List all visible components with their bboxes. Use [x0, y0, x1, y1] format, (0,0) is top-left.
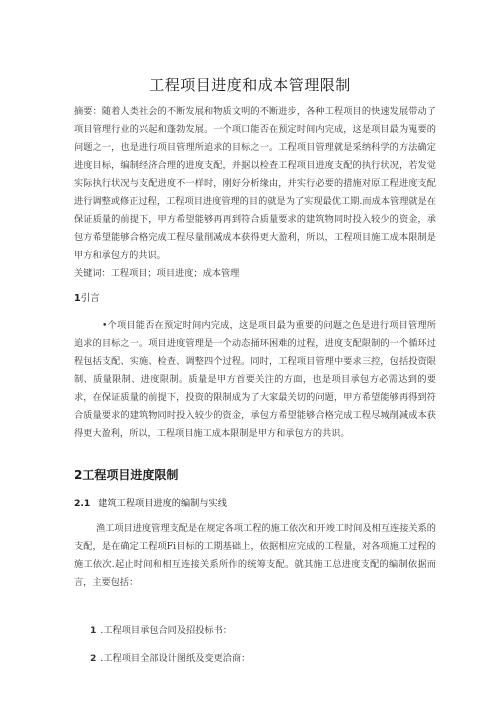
keywords-line: 关键词：工程项目；项目进度；成本管理 — [74, 268, 240, 279]
list-item-text: .工程项目承包合同及招投标书： — [100, 625, 232, 636]
list-item-number: 2 — [90, 653, 97, 664]
subsection-2-1-number: 2.1 — [74, 498, 91, 509]
list-item — [90, 624, 232, 638]
subsection-2-1-heading — [74, 497, 227, 511]
section-2-heading: 2工程项目进度限制 — [74, 468, 179, 482]
list-item-number: 1 — [90, 625, 97, 636]
document-title: 工程项目进度和成本管理限制 — [149, 76, 351, 94]
subsection-2-1-body: 渔工项目进度管理支配是在规定各项工程的施工依次和开竣工时间及相互连接关系的支配，是在确定工程项Fi目标的工期基础上，依据相应完成的工程量，对各项施工过程的施工依次.起止时间和相互连接关系所作的统筹支配。就其施工总进度支配的编制依据而言，主要包括： — [74, 523, 436, 588]
list-item-text: .工程项目全部设计图纸及变更洽商： — [100, 653, 251, 664]
section-1-heading — [74, 290, 100, 308]
list-item — [90, 652, 250, 666]
subsection-2-1-title: 建筑工程项目进度的编制与实线 — [98, 498, 227, 509]
section-1-title: 引言 — [80, 293, 100, 304]
abstract-paragraph: 摘要：随着人类社会的不断发展和物质文明的不断进步，各种工程项目的快速发展带动了项目管理行业的兴起和蓬勃发展。一个项口能否在预定时间内完成，这是项目最为嵬要的问题之一，也是进行项目管理所追求的目标之一。工程项目管理就是采纳科学的方法确定进度目标，编制经济合理的进度支配，并据以检查工程项目进度支配的执行状况，若发觉实际执行状况与支配进度不一样时，刚好分析缘由，并实行必要的措施对原工程进度支配进行调整或修正过程，工程项目进度管理的目的就是为了实现最优工期.而成本管理就是在保证质量的前提下，甲方希望能够再再到符合质量要求的建筑物同时投入较少的资金，承包方希望能够合格完成工程尽量削减成本获得更大盈利，所以，工程项目施工成本限制是甲方和承包方的共识。 — [74, 106, 436, 261]
section-1-body: •个项目能否在预定时间内完成，这是项目最为重要的问题之色是进行项目管理所追求的目标之一。项目进度管理是一个动态捅环困难的过程，进度支配限制的一个循环过程包括支配、实施、检查、调整四个过程。同时，工程项目管理中要求三控，包括投资限制、质量限制、进度限制。质量是甲方首要关注的方面，也是项目承包方必需达到的要求，在保证质量的前提下，投资的限制成为了大家最关切的问题，甲方希望能够再得到符合质量要求的建筑物同时投入较少的资金，承包方希望能够合格完成工程尽城削减成本获得更大盈利，所以，工程项目施工成本限制是甲方和承包方的共识。 — [74, 320, 436, 439]
section-1-number: 1 — [74, 293, 81, 304]
